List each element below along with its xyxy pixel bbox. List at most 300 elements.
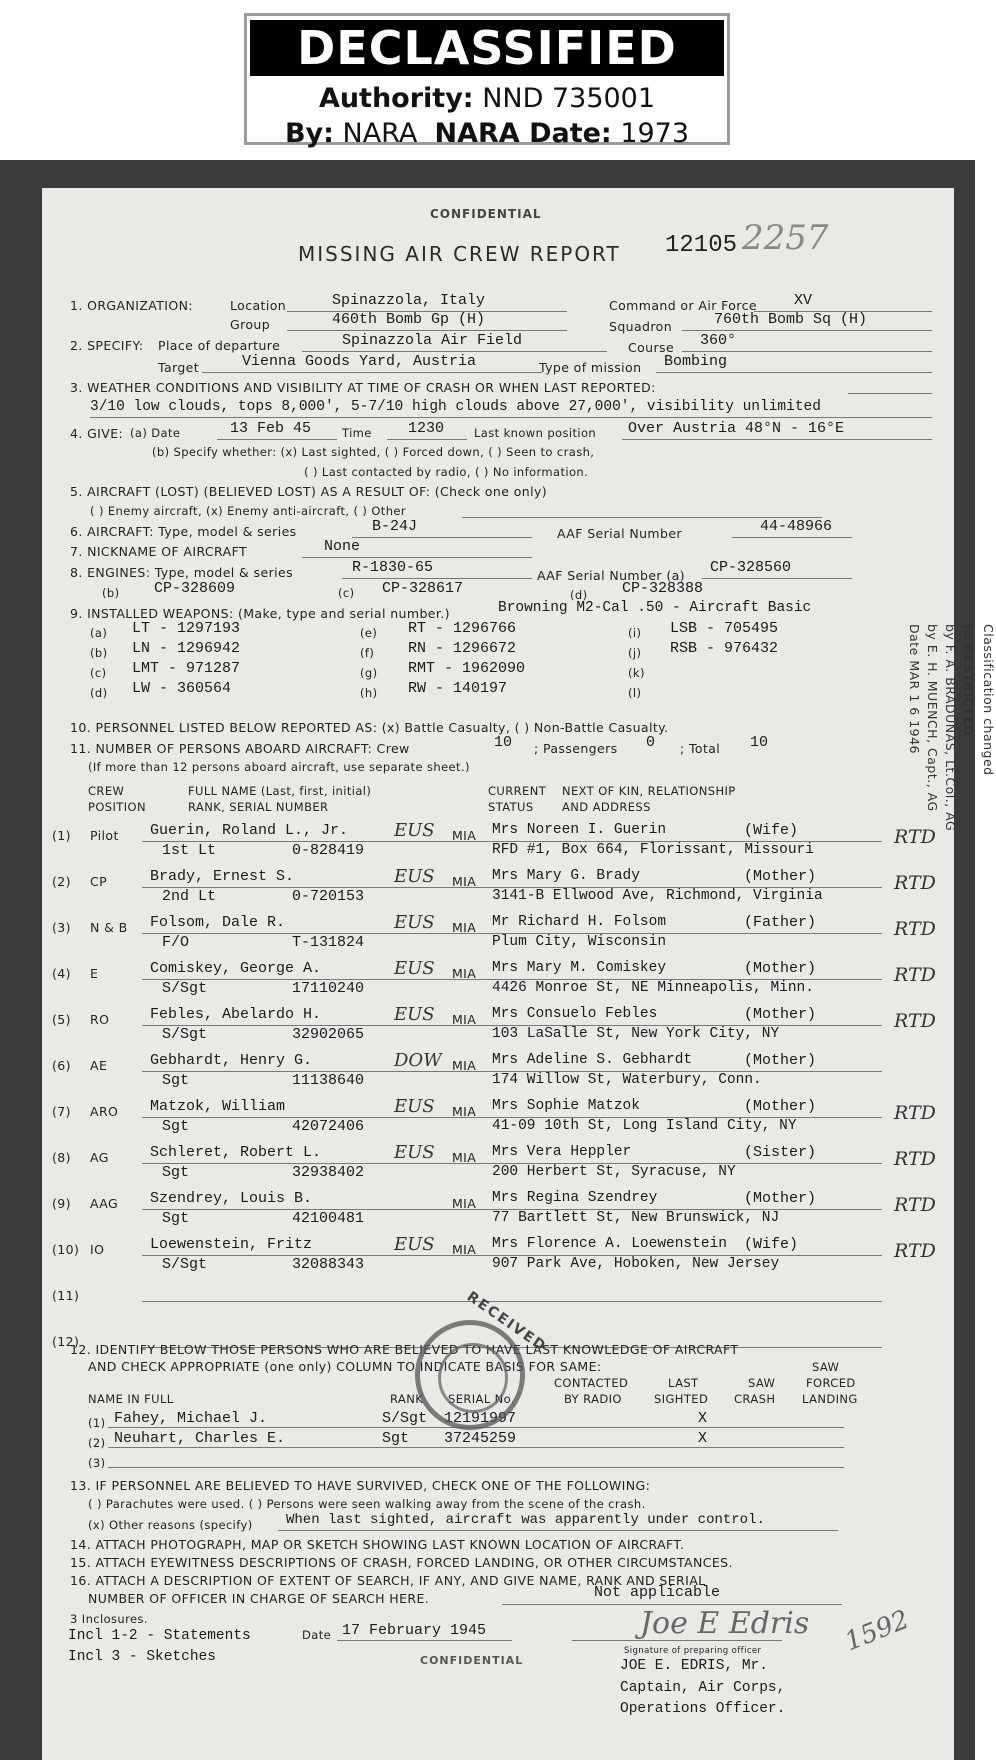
rtd-annotation: RTD	[894, 1102, 936, 1124]
name-col-header: FULL NAME (Last, first, initial)	[188, 784, 372, 798]
field-line	[302, 557, 532, 558]
crew-position: AG	[90, 1150, 109, 1165]
crew-status: MIA	[452, 1150, 477, 1165]
crew-rank: Sgt	[162, 1210, 190, 1227]
by-label: By:	[284, 118, 334, 149]
field-line	[682, 351, 932, 352]
row-line	[492, 1209, 882, 1210]
crew-handwritten-mark: EUS	[394, 1142, 435, 1163]
kin-address: RFD #1, Box 664, Florissant, Missouri	[492, 842, 814, 858]
crew-number: (9)	[52, 1196, 71, 1211]
kin-address: 77 Bartlett St, New Brunswick, NJ	[492, 1210, 780, 1226]
rtd-annotation: RTD	[894, 1010, 936, 1032]
crew-status: MIA	[452, 920, 477, 935]
total-label: ; Total	[680, 741, 721, 756]
crew-serial: 0-828419	[292, 842, 365, 859]
crew-rank: F/O	[162, 934, 190, 951]
position-value: Over Austria 48°N - 16°E	[628, 420, 845, 437]
crew-serial: T-131824	[292, 934, 365, 951]
crew-rank: Sgt	[162, 1118, 190, 1135]
crew-serial: 17110240	[292, 980, 365, 997]
row-line	[142, 1163, 542, 1164]
crew-status: MIA	[452, 1104, 477, 1119]
field-line	[682, 330, 932, 331]
witness-rank: Sgt	[382, 1430, 410, 1447]
kin-relationship: (Mother)	[744, 1098, 817, 1115]
more-than-12-note: (If more than 12 persons aboard aircraft, use separate sheet.)	[88, 760, 470, 774]
engine-b-value: CP-328609	[154, 580, 236, 597]
witness-serial: 37245259	[444, 1430, 517, 1447]
field-line	[622, 439, 932, 440]
crew-handwritten-mark: EUS	[394, 866, 435, 887]
weapon-key: (j)	[628, 646, 642, 660]
crew-name: Guerin, Roland L., Jr.	[150, 822, 349, 839]
passenger-count: 0	[646, 734, 656, 751]
section-5-line-2: ( ) Enemy aircraft, (x) Enemy anti-aircraft, ( ) Other	[90, 504, 406, 518]
crew-number: (10)	[52, 1242, 80, 1257]
crew-rank: 1st Lt	[162, 842, 217, 859]
crew-position: E	[90, 966, 99, 981]
rank-header: RANK	[390, 1392, 424, 1406]
row-line	[492, 979, 882, 980]
field-line	[278, 1530, 838, 1531]
kin-relationship: (Mother)	[744, 960, 817, 977]
reclassification-stamp	[864, 624, 996, 832]
next-of-kin: Mrs Sophie Matzok	[492, 1098, 640, 1114]
crew-number: (6)	[52, 1058, 71, 1073]
section-1-label: 1. ORGANIZATION:	[70, 298, 193, 313]
crew-status: MIA	[452, 828, 477, 843]
sighted-header: SIGHTED	[654, 1392, 709, 1406]
section-12-line-1: 12. IDENTIFY BELOW THOSE PERSONS WHO ARE BELIEVED TO HAVE LAST KNOWLEDGE OF AIRCRAFT	[70, 1342, 739, 1357]
by-value: NARA	[342, 118, 418, 149]
weapon-value: LMT - 971287	[132, 660, 241, 677]
crew-serial: 32088343	[292, 1256, 365, 1273]
witness-number: (1)	[88, 1416, 106, 1430]
field-line	[287, 330, 567, 331]
squadron-value: 760th Bomb Sq (H)	[714, 311, 868, 328]
row-line	[142, 1209, 542, 1210]
weapon-key: (c)	[90, 666, 107, 680]
last-header: LAST	[668, 1376, 699, 1390]
inclosure-2: Incl 3 - Sketches	[68, 1649, 216, 1665]
kin-relationship: (Sister)	[744, 1144, 817, 1161]
other-reasons-value: When last sighted, aircraft was apparently under control.	[286, 1512, 765, 1528]
specify-line-1: (b) Specify whether: (x) Last sighted, ( ) Forced down, ( ) Seen to crash,	[152, 445, 595, 459]
field-line	[656, 372, 932, 373]
kin-relationship: (Wife)	[744, 1236, 799, 1253]
row-line	[142, 1117, 542, 1118]
mission-value: Bombing	[664, 353, 728, 370]
witness-sighted-check: X	[698, 1430, 708, 1447]
row-line	[142, 1071, 542, 1072]
crew-status: MIA	[452, 1242, 477, 1257]
kin-address: 3141-B Ellwood Ave, Richmond, Virginia	[492, 888, 823, 904]
next-of-kin: Mrs Vera Heppler	[492, 1144, 632, 1160]
rtd-annotation: RTD	[894, 1240, 936, 1262]
crew-number: (4)	[52, 966, 71, 981]
row-line	[142, 1025, 542, 1026]
stamp-line: by E. H. MUENCH, Capt., AG	[925, 624, 940, 812]
crew-handwritten-mark: EUS	[394, 820, 435, 841]
crew-status: MIA	[452, 1196, 477, 1211]
kin-relationship: (Mother)	[744, 1006, 817, 1023]
crew-handwritten-mark: EUS	[394, 912, 435, 933]
crew-serial: 32902065	[292, 1026, 365, 1043]
crew-name: Febles, Abelardo H.	[150, 1006, 322, 1023]
crew-name: Gebhardt, Henry G.	[150, 1052, 313, 1069]
engine-serial-label: AAF Serial Number (a)	[537, 568, 685, 583]
passengers-label: ; Passengers	[534, 741, 618, 756]
next-of-kin: Mrs Mary G. Brady	[492, 868, 640, 884]
kin-address: 174 Willow St, Waterbury, Conn.	[492, 1072, 762, 1088]
departure-label: Place of departure	[158, 338, 281, 353]
next-of-kin: Mrs Mary M. Comiskey	[492, 960, 667, 976]
crew-number: (12)	[52, 1334, 80, 1349]
crew-name: Schleret, Robert L.	[150, 1144, 322, 1161]
search-value: Not applicable	[594, 1584, 721, 1601]
serial-header: SERIAL No.	[448, 1392, 515, 1406]
name-col-header: RANK, SERIAL NUMBER	[188, 800, 329, 814]
crew-number: (3)	[52, 920, 71, 935]
report-paper	[42, 188, 996, 1760]
target-value: Vienna Goods Yard, Austria	[242, 353, 477, 370]
weapon-value: LN - 1296942	[132, 640, 241, 657]
weapon-key: (i)	[628, 626, 642, 640]
witness-sighted-check: X	[698, 1410, 708, 1427]
banner-title: DECLASSIFIED	[250, 20, 724, 76]
field-line	[702, 578, 852, 579]
section-16-line-1: 16. ATTACH A DESCRIPTION OF EXTENT OF SEARCH, IF ANY, AND GIVE NAME, RANK AND SERIAL	[70, 1573, 706, 1588]
kin-address: 200 Herbert St, Syracuse, NY	[492, 1164, 736, 1180]
rtd-annotation: RTD	[894, 1194, 936, 1216]
course-value: 360°	[700, 332, 737, 349]
confidential-footer: CONFIDENTIAL	[420, 1654, 524, 1667]
officer-name: JOE E. EDRIS, Mr.	[620, 1658, 768, 1674]
contacted-header: CONTACTED	[554, 1376, 629, 1390]
row-line	[492, 841, 882, 842]
field-line	[337, 1640, 512, 1641]
total-count: 10	[750, 734, 769, 751]
location-value: Spinazzola, Italy	[332, 292, 486, 309]
field-line	[202, 372, 542, 373]
authority-value: NND 735001	[482, 83, 656, 114]
landing-header: LANDING	[802, 1392, 858, 1406]
weapon-value: LW - 360564	[132, 680, 232, 697]
row-line	[492, 1071, 882, 1072]
nickname-value: None	[324, 538, 361, 555]
crew-rank: S/Sgt	[162, 1026, 208, 1043]
weapons-value: Browning M2-Cal .50 - Aircraft Basic	[498, 600, 812, 616]
mission-label: Type of mission	[539, 360, 642, 375]
kin-address: 41-09 10th St, Long Island City, NY	[492, 1118, 797, 1134]
nara-date-label: NARA Date:	[434, 118, 612, 149]
weapon-value: LSB - 705495	[670, 620, 779, 637]
weapon-key: (g)	[360, 666, 378, 680]
status-col-header: STATUS	[488, 800, 534, 814]
crew-serial: 42100481	[292, 1210, 365, 1227]
kin-relationship: (Mother)	[744, 1052, 817, 1069]
section-6-label: 6. AIRCRAFT: Type, model & series	[70, 524, 297, 539]
witness-number: (2)	[88, 1436, 106, 1450]
engine-c-label: (c)	[338, 586, 355, 600]
specify-line-2: ( ) Last contacted by radio, ( ) No information.	[304, 465, 589, 479]
section-13-line-2: ( ) Parachutes were used. ( ) Persons were seen walking away from the scene of the crash.	[88, 1497, 646, 1511]
stamp-line: to RESTRICTED	[961, 624, 976, 736]
crew-number: (11)	[52, 1288, 80, 1303]
crew-serial: 11138640	[292, 1072, 365, 1089]
crew-serial: 42072406	[292, 1118, 365, 1135]
banner-by-line	[247, 118, 727, 150]
group-label: Group	[230, 317, 271, 332]
engine-d-label: (d)	[570, 588, 588, 602]
weapon-value: RSB - 976432	[670, 640, 779, 657]
crew-number: (2)	[52, 874, 71, 889]
crew-name: Comiskey, George A.	[150, 960, 322, 977]
authority-label: Authority:	[318, 83, 474, 114]
row-line	[108, 1467, 844, 1468]
aaf-serial-value: 44-48966	[760, 518, 833, 535]
crew-number: (8)	[52, 1150, 71, 1165]
row-line	[108, 1447, 844, 1448]
section-14: 14. ATTACH PHOTOGRAPH, MAP OR SKETCH SHOWING LAST KNOWN LOCATION OF AIRCRAFT.	[70, 1537, 685, 1552]
kin-address: 103 LaSalle St, New York City, NY	[492, 1026, 780, 1042]
location-label: Location	[230, 298, 287, 313]
crew-number: (7)	[52, 1104, 71, 1119]
course-label: Course	[628, 340, 675, 355]
engine-d-value: CP-328388	[622, 580, 704, 597]
section-3-label: 3. WEATHER CONDITIONS AND VISIBILITY AT TIME OF CRASH OR WHEN LAST REPORTED:	[70, 380, 656, 395]
crew-handwritten-mark: EUS	[394, 1096, 435, 1117]
crew-name: Loewenstein, Fritz	[150, 1236, 313, 1253]
nara-date-value: 1973	[620, 118, 690, 149]
section-11-label: 11. NUMBER OF PERSONS ABOARD AIRCRAFT: Crew	[70, 741, 410, 756]
date-label: (a) Date	[130, 426, 181, 440]
witness-number: (3)	[88, 1456, 106, 1470]
kin-address: 907 Park Ave, Hoboken, New Jersey	[492, 1256, 780, 1272]
received-stamp: RECEIVED	[463, 1288, 550, 1356]
departure-value: Spinazzola Air Field	[342, 332, 523, 349]
field-line	[732, 537, 852, 538]
weapon-key: (h)	[360, 686, 378, 700]
witness-serial: 12191997	[444, 1410, 517, 1427]
next-of-kin: Mrs Florence A. Loewenstein	[492, 1236, 727, 1252]
kin-address: Plum City, Wisconsin	[492, 934, 667, 950]
crash-header: CRASH	[734, 1392, 776, 1406]
section-10-line: 10. PERSONNEL LISTED BELOW REPORTED AS: (x) Battle Casualty, ( ) Non-Battle Casualty.	[70, 720, 669, 735]
witness-name: Neuhart, Charles E.	[114, 1430, 286, 1447]
kin-relationship: (Wife)	[744, 822, 799, 839]
weapon-key: (d)	[90, 686, 108, 700]
crew-name: Brady, Ernest S.	[150, 868, 295, 885]
crew-handwritten-mark: EUS	[394, 958, 435, 979]
row-line	[492, 1255, 882, 1256]
weapon-value: RMT - 1962090	[408, 660, 526, 677]
section-8-label: 8. ENGINES: Type, model & series	[70, 565, 293, 580]
saw-forced-header: SAW	[812, 1360, 840, 1374]
rtd-annotation: RTD	[894, 826, 936, 848]
crew-rank: S/Sgt	[162, 1256, 208, 1273]
crew-name: Szendrey, Louis B.	[150, 1190, 313, 1207]
officer-title-2: Operations Officer.	[620, 1701, 786, 1717]
name-in-full-header: NAME IN FULL	[88, 1392, 174, 1406]
crew-rank: S/Sgt	[162, 980, 208, 997]
crew-serial: 32938402	[292, 1164, 365, 1181]
row-line	[142, 979, 542, 980]
saw-header: SAW	[748, 1376, 776, 1390]
stamp-line: Date MAR 1 6 1946	[907, 624, 922, 755]
engine-type-value: R-1830-65	[352, 559, 434, 576]
field-line	[342, 578, 532, 579]
scanned-document	[0, 160, 996, 1760]
crew-status: MIA	[452, 1058, 477, 1073]
aaf-serial-label: AAF Serial Number	[557, 526, 682, 541]
crew-number: (1)	[52, 828, 71, 843]
section-9-label: 9. INSTALLED WEAPONS: (Make, type and serial number.)	[70, 606, 450, 621]
weapon-value: RW - 140197	[408, 680, 508, 697]
report-date-value: 17 February 1945	[342, 1622, 487, 1639]
row-line	[492, 887, 882, 888]
crew-status: MIA	[452, 874, 477, 889]
signature-caption: Signature of preparing officer	[624, 1646, 762, 1656]
circled-number: 1592	[840, 1604, 914, 1658]
confidential-header: CONFIDENTIAL	[430, 207, 542, 221]
crew-position: IO	[90, 1242, 105, 1257]
crew-col-header: CREW	[88, 784, 125, 798]
handwritten-report-number: 2257	[742, 218, 829, 258]
crew-serial: 0-720153	[292, 888, 365, 905]
crew-status: MIA	[452, 966, 477, 981]
crew-handwritten-mark: EUS	[394, 1004, 435, 1025]
field-line	[387, 439, 467, 440]
rtd-annotation: RTD	[894, 918, 936, 940]
row-line	[492, 1117, 882, 1118]
row-line	[492, 1301, 882, 1302]
crew-name: Matzok, William	[150, 1098, 286, 1115]
stamp-line: Classification changed	[981, 624, 996, 776]
time-label: Time	[342, 426, 372, 440]
report-number: 12105	[665, 232, 738, 259]
command-label: Command or Air Force	[609, 298, 757, 313]
section-4-label: 4. GIVE:	[70, 426, 124, 441]
kin-relationship: (Mother)	[744, 1190, 817, 1207]
rtd-annotation: RTD	[894, 964, 936, 986]
crew-handwritten-mark: EUS	[394, 1234, 435, 1255]
field-line	[217, 439, 337, 440]
inclosure-1: Incl 1-2 - Statements	[68, 1628, 251, 1644]
row-line	[142, 933, 542, 934]
rtd-annotation: RTD	[894, 1148, 936, 1170]
crew-position: RO	[90, 1012, 110, 1027]
engine-c-value: CP-328617	[382, 580, 464, 597]
field-line	[90, 417, 932, 418]
crew-position: AE	[90, 1058, 108, 1073]
crew-position: ARO	[90, 1104, 119, 1119]
next-of-kin: Mr Richard H. Folsom	[492, 914, 667, 930]
row-line	[142, 887, 542, 888]
crew-number: (5)	[52, 1012, 71, 1027]
section-15: 15. ATTACH EYEWITNESS DESCRIPTIONS OF CRASH, FORCED LANDING, OR OTHER CIRCUMSTANCES.	[70, 1555, 733, 1570]
status-col-header: CURRENT	[488, 784, 547, 798]
field-line	[502, 1604, 842, 1605]
weapon-key: (b)	[90, 646, 108, 660]
crew-count: 10	[494, 734, 513, 751]
kin-relationship: (Father)	[744, 914, 817, 931]
received-seal	[415, 1320, 525, 1430]
date-value: 13 Feb 45	[230, 420, 312, 437]
handwritten-signature: Joe E Edris	[640, 1606, 810, 1641]
stamp-line: by F. A. BRADUNAS, Lt.Col., AG	[943, 624, 958, 832]
crew-rank: 2nd Lt	[162, 888, 217, 905]
section-12-line-2: AND CHECK APPROPRIATE (one only) COLUMN TO INDICATE BASIS FOR SAME:	[88, 1359, 602, 1374]
crew-position: Pilot	[90, 828, 119, 843]
inclosures-count: 3 Inclosures.	[70, 1612, 148, 1626]
weapon-value: RT - 1296766	[408, 620, 517, 637]
weapon-value: RN - 1296672	[408, 640, 517, 657]
forced-header: FORCED	[806, 1376, 856, 1390]
section-5-line-1: 5. AIRCRAFT (LOST) (BELIEVED LOST) AS A RESULT OF: (Check one only)	[70, 484, 548, 499]
kin-col-header: AND ADDRESS	[562, 800, 651, 814]
declassification-banner	[244, 13, 730, 149]
crew-position: AAG	[90, 1196, 119, 1211]
officer-title-1: Captain, Air Corps,	[620, 1680, 786, 1696]
field-line	[848, 393, 932, 394]
crew-name: Folsom, Dale R.	[150, 914, 286, 931]
next-of-kin: Mrs Adeline S. Gebhardt	[492, 1052, 693, 1068]
group-value: 460th Bomb Gp (H)	[332, 311, 486, 328]
engine-b-label: (b)	[102, 586, 120, 600]
crew-handwritten-mark: DOW	[394, 1050, 442, 1071]
weapon-key: (f)	[360, 646, 375, 660]
row-line	[492, 1025, 882, 1026]
section-2-label: 2. SPECIFY:	[70, 338, 144, 353]
field-line	[302, 351, 607, 352]
crew-position: N & B	[90, 920, 128, 935]
squadron-label: Squadron	[609, 319, 673, 334]
section-7-label: 7. NICKNAME OF AIRCRAFT	[70, 544, 247, 559]
crew-rank: Sgt	[162, 1164, 190, 1181]
section-13-line-1: 13. IF PERSONNEL ARE BELIEVED TO HAVE SURVIVED, CHECK ONE OF THE FOLLOWING:	[70, 1478, 651, 1493]
position-label: Last known position	[474, 426, 597, 440]
weapon-key: (e)	[360, 626, 378, 640]
aircraft-type-value: B-24J	[372, 518, 418, 535]
engine-a-value: CP-328560	[710, 559, 792, 576]
weapon-key: (l)	[628, 686, 642, 700]
weapon-key: (a)	[90, 626, 108, 640]
row-line	[492, 1163, 882, 1164]
target-label: Target	[158, 360, 200, 375]
kin-address: 4426 Monroe St, NE Minneapolis, Minn.	[492, 980, 814, 996]
time-value: 1230	[408, 420, 445, 437]
row-line	[492, 933, 882, 934]
row-line	[142, 1255, 542, 1256]
next-of-kin: Mrs Regina Szendrey	[492, 1190, 658, 1206]
weapon-value: LT - 1297193	[132, 620, 241, 637]
crew-rank: Sgt	[162, 1072, 190, 1089]
rtd-annotation: RTD	[894, 872, 936, 894]
witness-rank: S/Sgt	[382, 1410, 428, 1427]
by-radio-header: BY RADIO	[564, 1392, 622, 1406]
banner-authority	[247, 83, 727, 115]
row-line	[142, 841, 542, 842]
field-line	[352, 537, 532, 538]
command-value: XV	[794, 292, 813, 309]
signature-line	[572, 1640, 782, 1641]
crew-status: MIA	[452, 1012, 477, 1027]
kin-relationship: (Mother)	[744, 868, 817, 885]
witness-name: Fahey, Michael J.	[114, 1410, 268, 1427]
crew-position: CP	[90, 874, 108, 889]
